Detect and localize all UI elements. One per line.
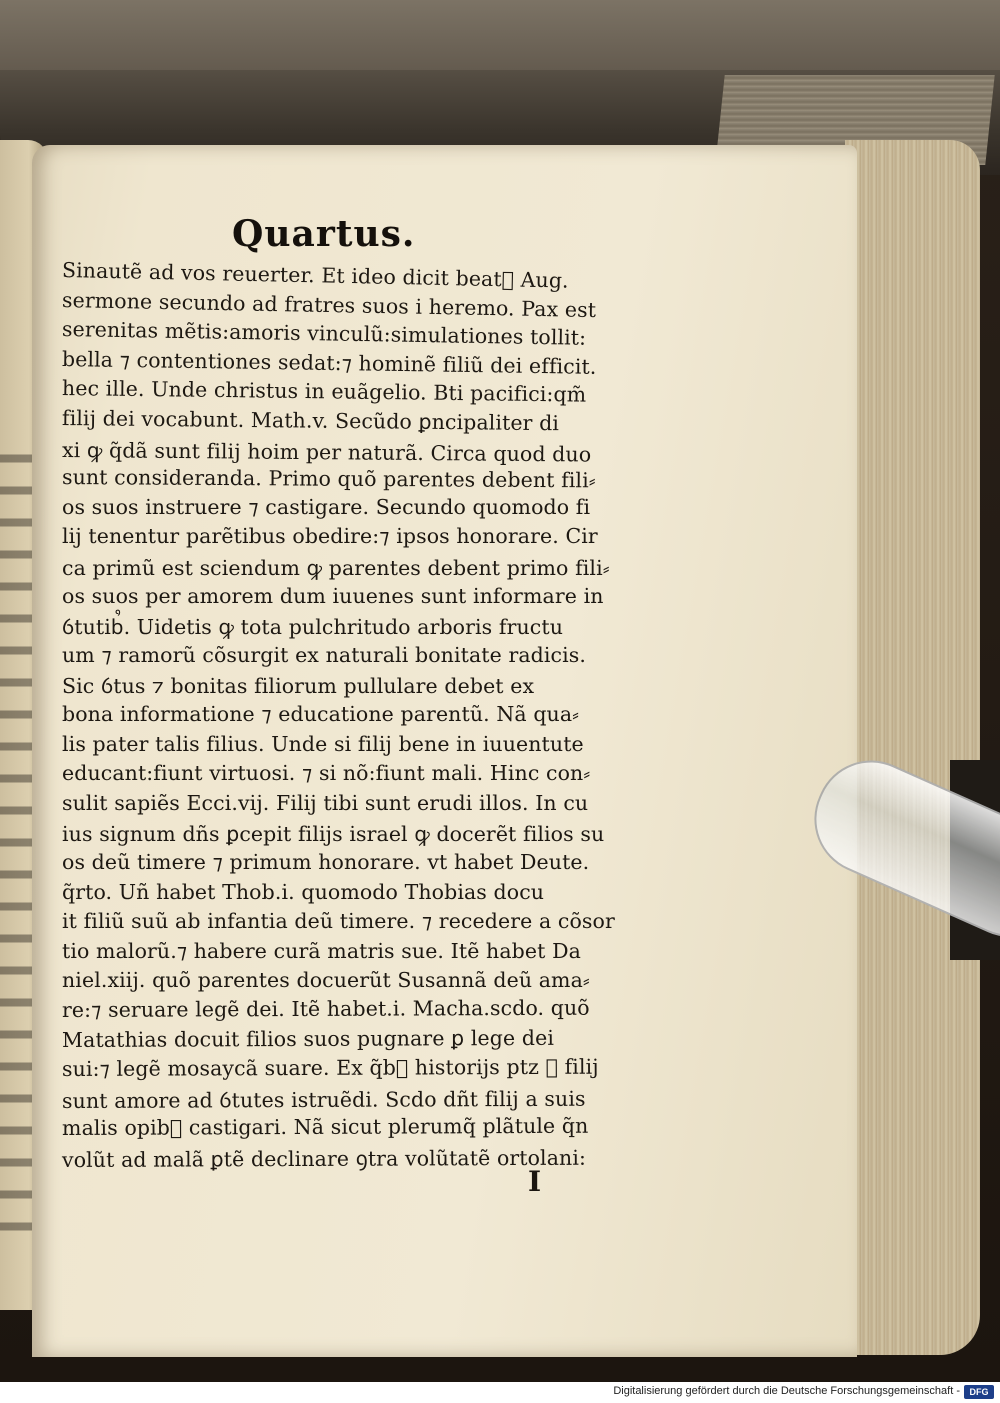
text-line: um ⁊ ramorũ cõsurgit ex naturali bonitate radicis. (62, 642, 587, 667)
text-line: serenitas mẽtis:amoris vinculũ:simulationes tollit: (61, 317, 587, 350)
fore-edge (845, 140, 980, 1355)
catchword: I (528, 1165, 542, 1198)
footer-credit: Digitalisierung gefördert durch die Deutsche Forschungsgemeinschaft - (613, 1385, 960, 1397)
text-line: filij dei vocabunt. Math.v. Secũdo ꝑncipaliter di (61, 406, 560, 436)
text-line: lij tenentur parẽtibus obedire:⁊ ipsos honorare. Cir (62, 524, 598, 549)
text-line: niel.xiij. quõ parentes docuerũt Susannã deũ ama⸗ (62, 968, 590, 993)
text-line: ỽtutib᷒. Uidetis ꝙ tota pulchritudo arboris fructu (62, 615, 564, 640)
book-cover-edge (0, 0, 1000, 70)
text-line: bona informatione ⁊ educatione parentũ. Nã qua⸗ (62, 702, 580, 726)
text-line: os suos per amorem dum iuuenes sunt informare in (62, 583, 604, 608)
text-line: ius signum dñs ꝑcepit filijs israel ꝙ docerẽt filios su (62, 822, 605, 847)
text-line: sunt amore ad ỽtutes istruẽdi. Scdo dñt filij a suis (61, 1086, 586, 1113)
text-line: it filiũ suũ ab infantia deũ timere. ⁊ recedere a cõsor (62, 909, 615, 934)
text-line: tio malorũ.⁊ habere curã matris sue. Itẽ habet Da (62, 938, 581, 963)
text-line: Matathias docuit filios suos pugnare ꝑ lege dei (61, 1025, 555, 1052)
text-line: hec ille. Unde christus in euãgelio. Bti pacifici:qm̃ (61, 376, 587, 407)
text-line: sunt consideranda. Primo quõ parentes debent fili⸗ (61, 465, 596, 493)
text-line: sermone secundo ad fratres suos i heremo. Pax est (61, 287, 597, 322)
dfg-logo-icon (964, 1385, 994, 1399)
text-line: sui:⁊ legẽ mosaycã suare. Ex q̃b᷒ historijs ptz ꝙ filij (61, 1054, 599, 1082)
footer-bar (0, 1382, 1000, 1403)
text-line: xi ꝙ q̃dã sunt filij hoim per naturã. Circa quod duo (61, 437, 592, 467)
text-line: bella ⁊ contentiones sedat:⁊ hominẽ filiũ dei efficit. (61, 346, 597, 379)
text-line: Sic ỽtus ⁊ bonitas filiorum pullulare debet ex (62, 674, 535, 699)
text-line: os deũ timere ⁊ primum honorare. vt habet Deute. (62, 850, 590, 874)
text-line: lis pater talis filius. Unde si filij bene in iuuentute (62, 731, 584, 756)
text-line: q̃rto. Uñ habet Thob.i. quomodo Thobias docu (62, 879, 545, 904)
text-line: sulit sapiẽs Ecci.vij. Filij tibi sunt erudi illos. In cu (62, 790, 589, 815)
text-line: educant:fiunt virtuosi. ⁊ si nõ:fiunt mali. Hinc con⸗ (62, 761, 591, 786)
text-line: ca primũ est sciendum ꝙ parentes debent primo fili⸗ (62, 556, 610, 580)
text-line: volũt ad malã ꝑtẽ declinare ꝯtra volũtatẽ ortolani: (61, 1145, 587, 1172)
text-line: Sinautẽ ad vos reuerter. Et ideo dicit beat᷒ Aug. (61, 258, 569, 293)
text-line: re:⁊ seruare legẽ dei. Itẽ habet.i. Macha.scdo. quõ (61, 995, 590, 1022)
running-head: Quartus. (232, 213, 416, 255)
text-line: os suos instruere ⁊ castigare. Secundo quomodo fi (62, 494, 591, 519)
text-line: malis opib᷒ castigari. Nã sicut plerumq̃ plãtule q̃n (61, 1114, 589, 1141)
